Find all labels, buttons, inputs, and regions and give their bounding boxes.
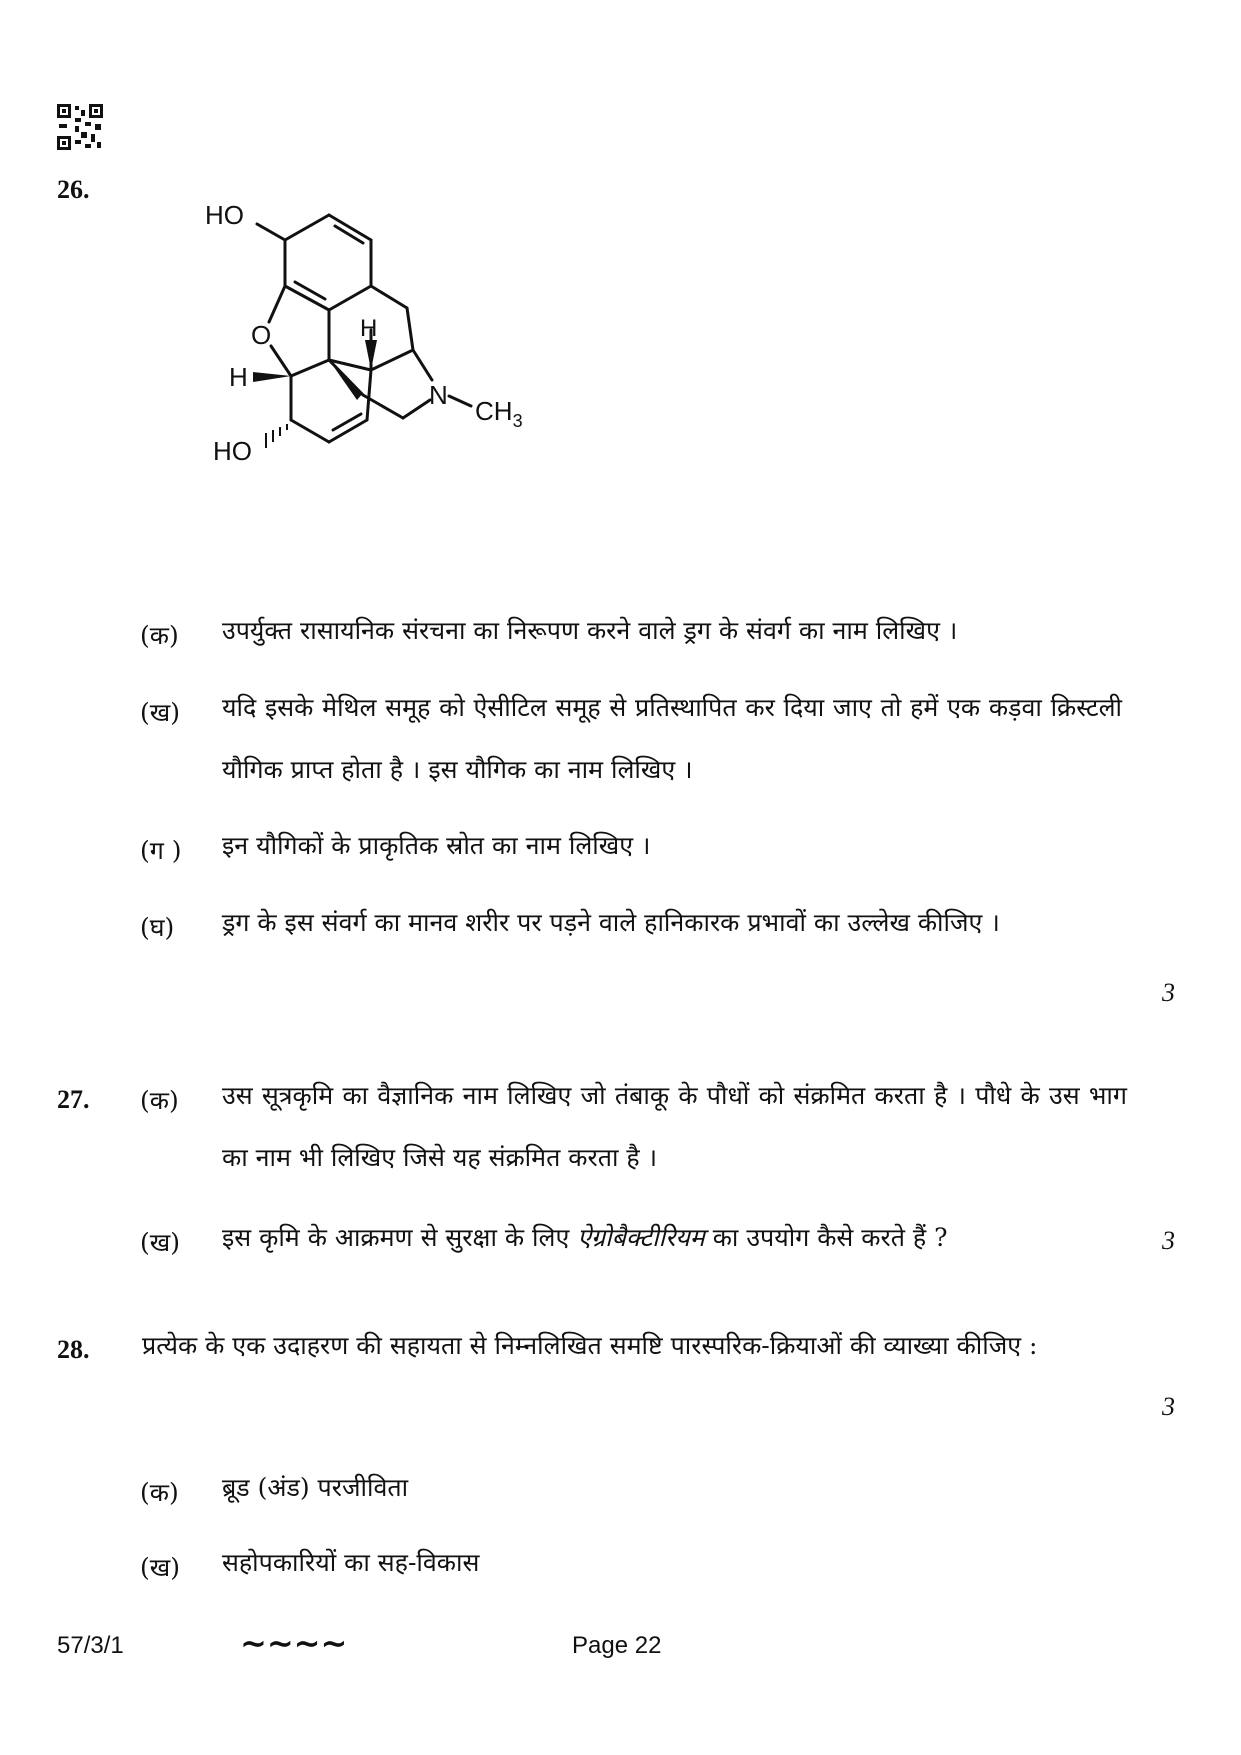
q26-part-c-text: इन यौगिकों के प्राकृतिक स्रोत का नाम लिखिए ।: [222, 831, 651, 860]
q26-part-a-label: (क): [140, 621, 179, 650]
q26-part-d-text: ड्रग के इस संवर्ग का मानव शरीर पर पड़ने वाले हानिकारक प्रभावों का उल्लेख कीजिए ।: [222, 908, 1000, 937]
label-h-top: H: [360, 315, 378, 342]
q28-text: प्रत्येक के एक उदाहरण की सहायता से निम्नलिखित समष्टि पारस्परिक-क्रियाओं की व्याख्या कीजिए :: [142, 1331, 1038, 1360]
footer-code: 57/3/1: [57, 1632, 124, 1659]
q26-part-b-label: (ख): [140, 698, 180, 727]
question-number-27: 27.: [57, 1085, 90, 1114]
q27-part-b-text: इस कृमि के आक्रमण से सुरक्षा के लिए ऐग्रोबैक्टीरियम का उपयोग कैसे करते हैं ?: [222, 1223, 948, 1252]
morphine-structure-diagram: [205, 200, 615, 530]
q27-part-a-text: उस सूत्रकृमि का वैज्ञानिक नाम लिखिए जो तंबाकू के पौधों को संक्रमित करता है । पौधे के उस भाग का नाम भी लिखिए जिसे यह संक्रमित करता है ।: [222, 1081, 1127, 1172]
q27-marks: 3: [1162, 1226, 1175, 1255]
footer-ornament: ∼∼∼∼: [240, 1624, 348, 1662]
q27-part-a-label: (क): [140, 1086, 179, 1115]
q27-part-b-label: (ख): [140, 1228, 180, 1257]
q26-part-a-text: उपर्युक्त रासायनिक संरचना का निरूपण करने वाले ड्रग के संवर्ग का नाम लिखिए ।: [222, 616, 958, 645]
q28-part-a-label: (क): [140, 1478, 179, 1507]
q26-part-d-label: (घ): [140, 913, 175, 942]
label-h-left: H: [229, 362, 248, 392]
label-ho-bottom: HO: [213, 436, 252, 466]
label-o-ring: O: [251, 320, 272, 350]
question-number-28: 28.: [57, 1335, 90, 1364]
q28-part-b-text: सहोपकारियों का सह-विकास: [222, 1548, 480, 1577]
footer-page-number: Page 22: [572, 1632, 662, 1659]
q26-part-b-text: यदि इसके मेथिल समूह को ऐसीटिल समूह से प्रतिस्थापित कर दिया जाए तो हमें एक कड़वा क्रिस्टली यौगिक प्राप्त होता है । इस यौगिक का नाम लिखिए ।: [222, 693, 1122, 784]
question-number-26: 26.: [57, 175, 90, 204]
q26-part-c-label: (ग ): [140, 836, 182, 865]
label-ho-top: HO: [205, 200, 244, 230]
q28-marks: 3: [1162, 1392, 1175, 1421]
label-n: N: [429, 380, 448, 410]
qr-code-icon: [57, 104, 103, 150]
q26-marks: 3: [1162, 978, 1175, 1007]
agrobacterium-italic: ऐग्रोबैक्टीरियम: [577, 1223, 705, 1252]
q28-part-a-text: ब्रूड (अंड) परजीविता: [222, 1473, 409, 1502]
label-ch3: $CH_3$: [475, 396, 523, 431]
q28-part-b-label: (ख): [140, 1553, 180, 1582]
